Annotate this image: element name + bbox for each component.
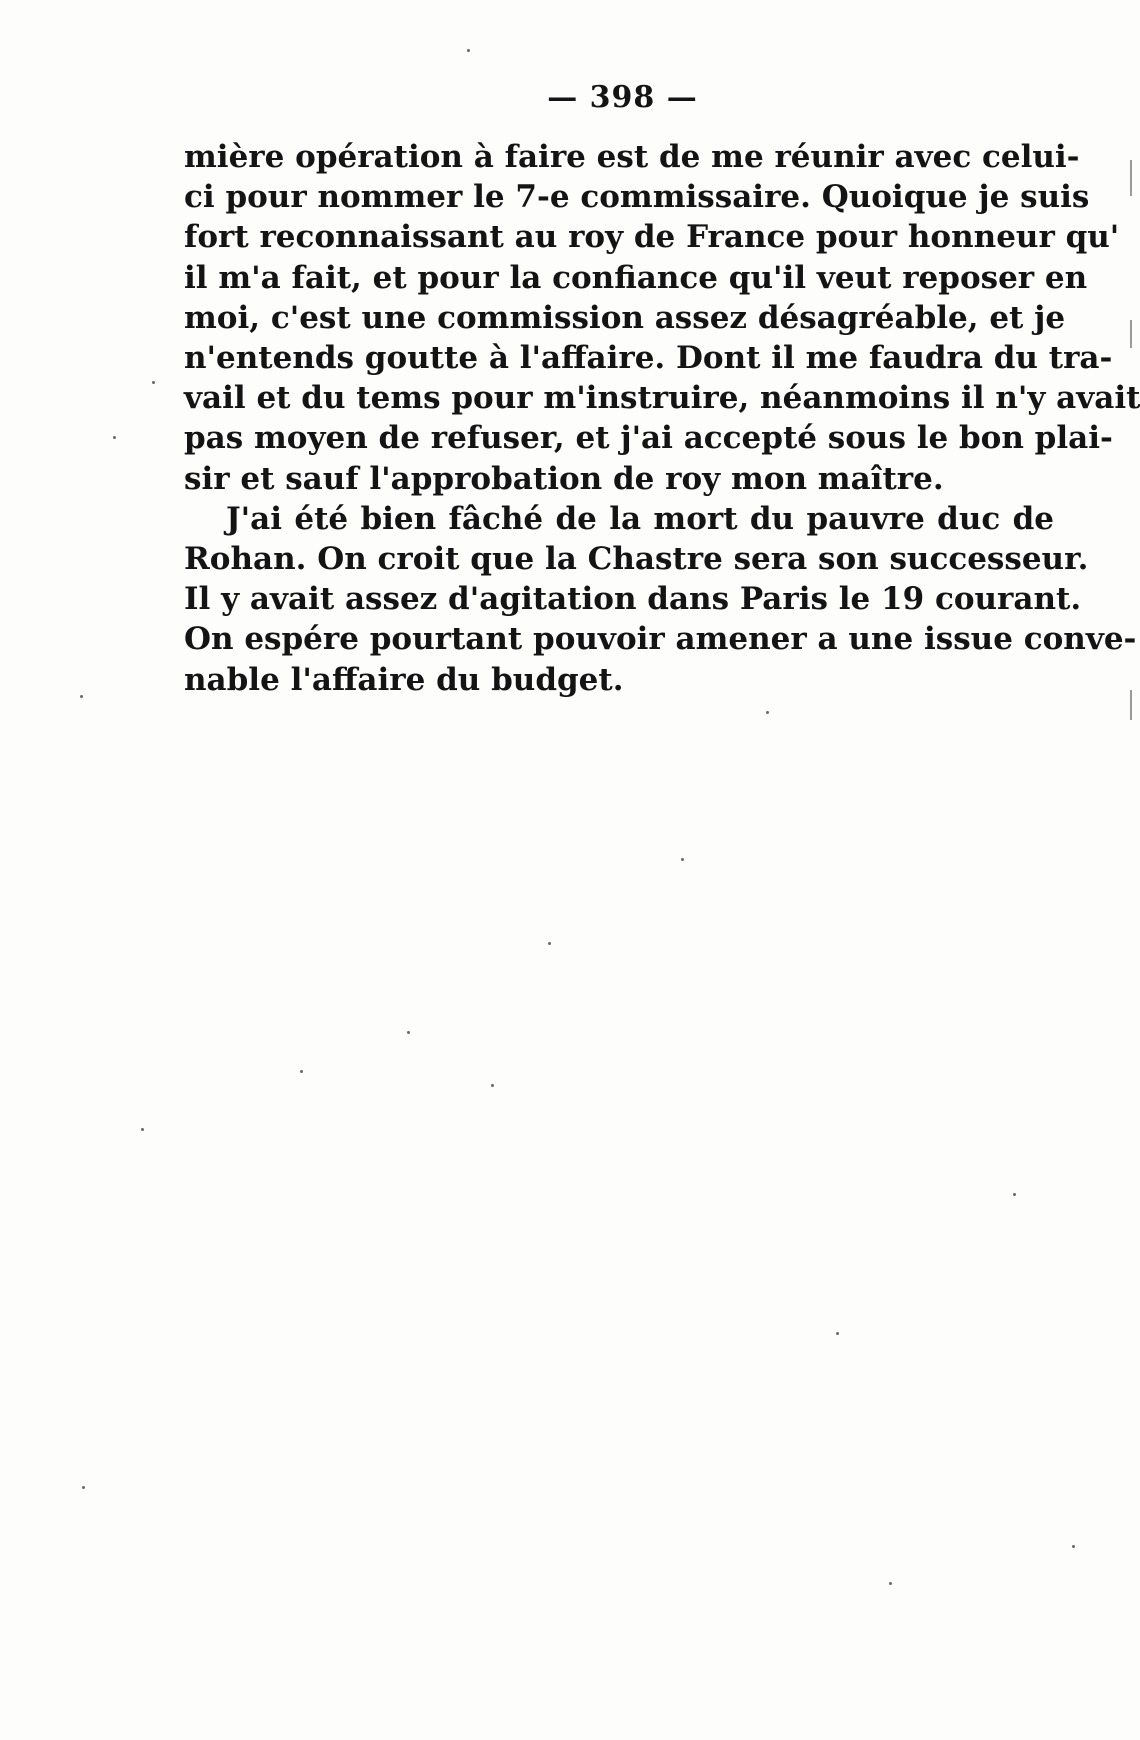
text-line: sir et sauf l'approbation de roy mon maître.	[184, 460, 944, 497]
text-line: moi, c'est une commission assez désagréable, et je	[184, 299, 1066, 336]
text-line: Il y avait assez d'agitation dans Paris le 19 courant.	[184, 581, 1082, 618]
text-line: ci pour nommer le 7-e commissaire. Quoique je suis	[184, 179, 1090, 216]
scan-speck	[836, 1332, 839, 1335]
scan-speck	[491, 1084, 494, 1087]
body-text	[184, 137, 1140, 700]
scan-speck	[766, 711, 769, 714]
paragraph-1	[184, 137, 1140, 499]
text-line: vail et du tems pour m'instruire, néanmoins il n'y avait	[184, 380, 1140, 417]
page-number: — 398 —	[547, 80, 698, 115]
scan-speck	[889, 1582, 892, 1585]
text-line: il m'a fait, et pour la confiance qu'il veut reposer en	[184, 259, 1088, 296]
scan-speck	[467, 49, 470, 52]
text-line: On espére pourtant pouvoir amener a une issue conve-	[184, 621, 1137, 658]
scan-edge-mark	[1130, 320, 1132, 348]
scan-speck	[113, 436, 116, 439]
text-line: mière opération à faire est de me réunir avec celui-	[184, 139, 1080, 175]
scan-edge-mark	[1130, 690, 1132, 720]
scan-edge-mark	[1130, 160, 1132, 196]
paragraph-2	[184, 499, 1137, 700]
scan-speck	[82, 1486, 85, 1489]
scan-speck	[1072, 1545, 1075, 1548]
text-line: nable l'affaire du budget.	[184, 661, 624, 698]
scan-speck	[681, 858, 684, 861]
text-line: Rohan. On croit que la Chastre sera son successeur.	[184, 541, 1089, 578]
scan-speck	[548, 942, 551, 945]
text-line: fort reconnaissant au roy de France pour honneur qu'	[184, 219, 1120, 256]
text-line: J'ai été bien fâché de la mort du pauvre duc de	[226, 500, 1054, 537]
scan-speck	[300, 1070, 303, 1073]
text-line: n'entends goutte à l'affaire. Dont il me faudra du tra-	[184, 340, 1113, 377]
scan-speck	[141, 1128, 144, 1131]
scan-speck	[1013, 1193, 1016, 1196]
scan-speck	[407, 1031, 410, 1034]
text-line: pas moyen de refuser, et j'ai accepté sous le bon plai-	[184, 420, 1113, 457]
scan-speck	[152, 381, 155, 384]
scan-speck	[80, 695, 83, 698]
